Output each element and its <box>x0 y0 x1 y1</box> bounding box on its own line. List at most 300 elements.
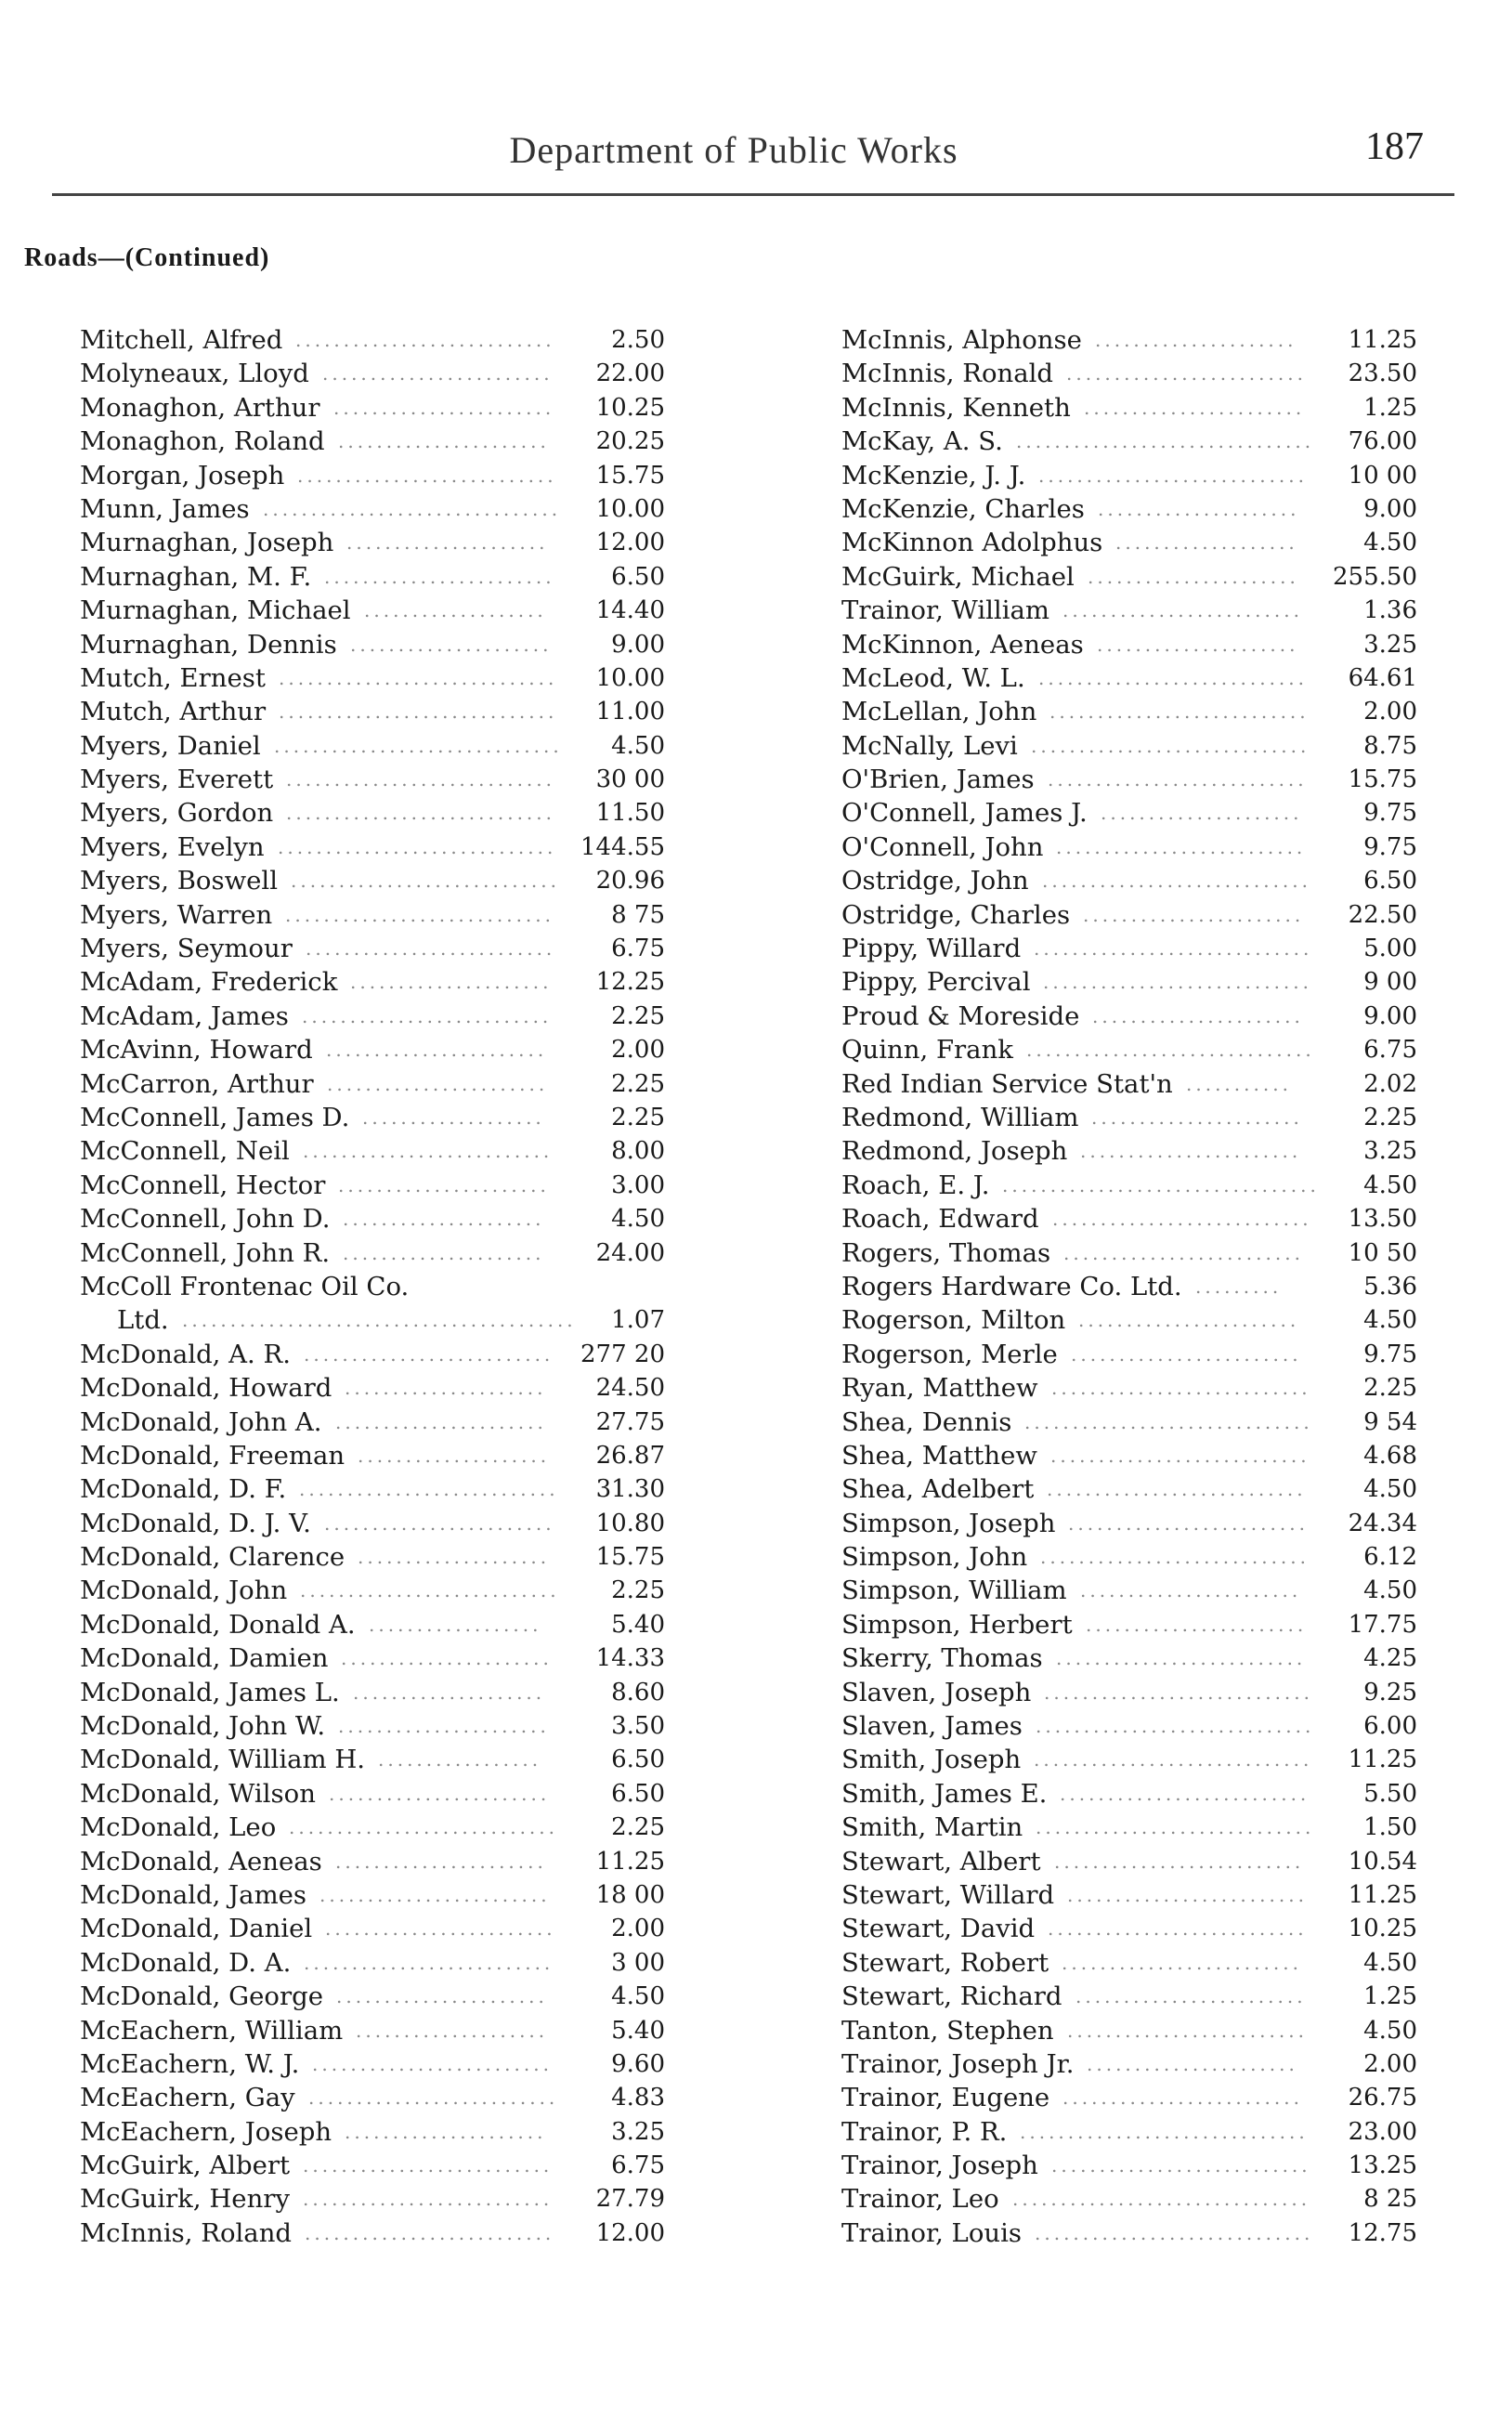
list-item <box>80 1236 665 1270</box>
entry-amount: 2.25 <box>611 1103 665 1131</box>
entry-name: Slaven, Joseph <box>841 1677 1032 1707</box>
list-item <box>841 1743 1417 1776</box>
entry-name: McDonald, Leo <box>80 1812 277 1843</box>
list-item <box>841 1472 1417 1506</box>
entry-name: McLeod, W. L. <box>841 662 1025 693</box>
entry-amount: 9.75 <box>1363 799 1417 828</box>
entry-amount: 64.61 <box>1348 663 1417 692</box>
entry-amount: 23.00 <box>1348 2117 1417 2146</box>
entry-amount: 14.40 <box>595 596 665 625</box>
entry-amount: 5.40 <box>611 2016 665 2045</box>
entry-name: Skerry, Thomas <box>841 1643 1043 1674</box>
leader-dots: ........... <box>1186 1072 1292 1095</box>
leader-dots: ............................ <box>289 1816 559 1839</box>
entry-name: Molyneaux, Lloyd <box>80 359 309 389</box>
entry-name: McDonald, George <box>80 1981 323 2012</box>
leader-dots: ..................... <box>345 1377 547 1400</box>
list-item <box>80 1439 665 1472</box>
list-item <box>841 323 1417 357</box>
entry-amount: 6.50 <box>611 1779 665 1808</box>
leader-dots: ............................ <box>1040 1546 1310 1569</box>
leader-dots: ....................... <box>1083 903 1305 926</box>
entry-amount: 4.50 <box>1363 1576 1417 1605</box>
entry-name: Simpson, Joseph <box>841 1508 1056 1538</box>
leader-dots: ......................... <box>1066 362 1307 386</box>
list-item <box>841 1540 1417 1574</box>
entry-name: Ostridge, Charles <box>841 899 1071 930</box>
entry-name: McCarron, Arthur <box>80 1068 314 1099</box>
entry-name: McDonald, Aeneas <box>80 1846 322 1876</box>
entry-name: Stewart, Richard <box>841 1981 1062 2012</box>
leader-dots: ...................... <box>335 1410 547 1433</box>
entry-amount: 3.00 <box>611 1170 665 1199</box>
entry-name: McDonald, A. R. <box>80 1339 291 1369</box>
entry-amount: 11.00 <box>595 698 665 726</box>
list-item <box>841 763 1417 796</box>
entry-amount: 4.83 <box>611 2084 665 2112</box>
leader-dots: ..................... <box>1095 329 1297 351</box>
entry-name: McDonald, Freeman <box>80 1440 345 1471</box>
entry-amount: 11.25 <box>1348 1880 1417 1909</box>
leader-dots: ....................... <box>333 396 555 419</box>
entry-name: O'Connell, James J. <box>841 798 1088 829</box>
list-item <box>841 1371 1417 1405</box>
list-item <box>80 2047 665 2081</box>
leader-dots: ......................... <box>1067 2019 1308 2042</box>
list-item <box>841 1811 1417 1844</box>
leader-dots: ....................... <box>1084 396 1306 419</box>
leader-dots: ................... <box>364 599 547 622</box>
list-item <box>841 898 1417 932</box>
entry-amount: 8 25 <box>1363 2185 1417 2214</box>
list-item <box>80 1811 665 1844</box>
entry-name: McInnis, Kenneth <box>841 392 1071 423</box>
leader-dots: ................... <box>362 1105 545 1129</box>
entry-name: Ltd. <box>117 1305 169 1336</box>
entry-name: Pippy, Willard <box>841 934 1022 964</box>
leader-dots: ........................ <box>1075 1985 1307 2008</box>
entry-amount: 18 00 <box>595 1880 665 1909</box>
list-item <box>80 391 665 425</box>
list-item <box>80 628 665 661</box>
entry-name: Slaven, James <box>841 1711 1023 1742</box>
entry-name: Stewart, Willard <box>841 1879 1055 1910</box>
entry-name: McDonald, D. J. V. <box>80 1508 311 1538</box>
entry-name: McLellan, John <box>841 697 1037 727</box>
entry-name: Simpson, Herbert <box>841 1609 1073 1640</box>
list-item <box>841 661 1417 695</box>
entry-amount: 9.60 <box>611 2049 665 2078</box>
entry-amount: 13.25 <box>1348 2151 1417 2180</box>
list-item <box>80 2014 665 2047</box>
leader-dots: .......................... <box>1054 1850 1305 1873</box>
list-item <box>841 864 1417 897</box>
list-item <box>841 492 1417 526</box>
leader-dots: ......... <box>1195 1275 1283 1298</box>
entry-name: Stewart, David <box>841 1914 1036 1944</box>
entry-name: O'Connell, John <box>841 831 1044 862</box>
leader-dots: ............................. <box>1036 1715 1315 1738</box>
entry-amount: 277 20 <box>580 1340 665 1368</box>
entry-name: Monaghon, Roland <box>80 426 325 457</box>
leader-dots: ......................... <box>1062 599 1303 622</box>
list-item <box>80 1406 665 1439</box>
entry-amount: 255.50 <box>1333 562 1417 591</box>
entry-name: McNally, Levi <box>841 730 1018 761</box>
leader-dots: ........................ <box>324 565 555 588</box>
entry-amount: 15.75 <box>1348 765 1417 794</box>
entry-name: Trainor, Joseph <box>841 2151 1038 2181</box>
list-item <box>841 1169 1417 1202</box>
leader-dots: ........................... <box>1049 700 1310 724</box>
entry-amount: 10.25 <box>1348 1915 1417 1943</box>
entry-amount: 2.00 <box>611 1915 665 1943</box>
list-item <box>80 1845 665 1878</box>
left-column <box>80 323 665 2250</box>
list-item <box>80 1641 665 1675</box>
list-item <box>80 1676 665 1709</box>
entry-amount: 4.68 <box>1363 1441 1417 1470</box>
entry-amount: 2.00 <box>1363 2049 1417 2078</box>
leader-dots: ...................... <box>336 1985 548 2008</box>
entry-amount: 6.50 <box>611 562 665 591</box>
list-item <box>841 1507 1417 1540</box>
leader-dots: ........................ <box>325 1917 556 1941</box>
list-item <box>841 2115 1417 2149</box>
entry-amount: 27.75 <box>595 1407 665 1436</box>
leader-dots: ........................... <box>295 329 555 351</box>
entry-amount: 9.00 <box>611 630 665 659</box>
leader-dots: ........................... <box>1048 1917 1308 1941</box>
list-item <box>841 628 1417 661</box>
list-item <box>841 2182 1417 2216</box>
entry-amount: 6.75 <box>611 935 665 963</box>
entry-name: Stewart, Albert <box>841 1846 1041 1876</box>
entry-amount: 144.55 <box>580 832 665 861</box>
entry-amount: 31.30 <box>595 1475 665 1504</box>
entry-name: Murnaghan, Michael <box>80 595 351 626</box>
entry-name: Trainor, Eugene <box>841 2083 1050 2113</box>
leader-dots: .................... <box>358 1546 551 1569</box>
list-item <box>80 1608 665 1641</box>
list-item <box>841 1338 1417 1371</box>
list-item <box>841 729 1417 763</box>
entry-name: Shea, Dennis <box>841 1406 1012 1437</box>
entry-name: Proud & Moreside <box>841 1000 1080 1031</box>
leader-dots: ...................... <box>1088 565 1299 588</box>
entry-name: Murnaghan, Dennis <box>80 629 337 660</box>
entry-name: McAdam, James <box>80 1000 289 1031</box>
entry-name: McKenzie, J. J. <box>841 460 1026 490</box>
entry-amount: 2.00 <box>1363 698 1417 726</box>
leader-dots: ........................ <box>322 362 554 386</box>
leader-dots: ........................... <box>1050 1444 1310 1467</box>
leader-dots: ......................................... <box>182 1309 577 1332</box>
leader-dots: ............................. <box>279 700 558 724</box>
leader-dots: ...................... <box>1087 2052 1298 2075</box>
entry-amount: 5.36 <box>1363 1272 1417 1301</box>
list-item <box>841 1878 1417 1912</box>
leader-dots: .......................... <box>303 1140 554 1163</box>
leader-dots: ......................... <box>1067 1883 1308 1906</box>
entry-name: Trainor, Leo <box>841 2184 999 2215</box>
entry-name: McDonald, Daniel <box>80 1914 313 1944</box>
entry-name: Myers, Boswell <box>80 866 278 896</box>
list-item <box>80 1912 665 1945</box>
entry-name: Trainor, P. R. <box>841 2116 1008 2147</box>
entry-name: Myers, Daniel <box>80 730 261 761</box>
list-item <box>80 1878 665 1912</box>
entry-amount: 2.25 <box>611 1001 665 1030</box>
leader-dots: ...................... <box>338 1715 550 1738</box>
entry-name: Morgan, Joseph <box>80 460 285 490</box>
leader-dots: ......................... <box>1062 1951 1302 1974</box>
leader-dots: ....................... <box>1078 1309 1300 1332</box>
entry-amount: 76.00 <box>1348 427 1417 456</box>
list-item <box>80 1709 665 1743</box>
entry-amount: 6.00 <box>1363 1712 1417 1741</box>
right-column <box>841 323 1417 2250</box>
entry-name: Mutch, Ernest <box>80 662 266 693</box>
leader-dots: ............................. <box>1036 1816 1315 1839</box>
entry-name: McDonald, Howard <box>80 1373 332 1404</box>
list-item <box>841 1101 1417 1134</box>
leader-dots: ............................. <box>1031 734 1310 757</box>
entry-amount: 4.50 <box>1363 2016 1417 2045</box>
entry-name: Rogerson, Merle <box>841 1339 1058 1369</box>
leader-dots: .............................. <box>274 734 563 757</box>
entry-amount: 9.75 <box>1363 1340 1417 1368</box>
list-item <box>841 1946 1417 1980</box>
list-item <box>80 898 665 932</box>
leader-dots: ........................... <box>297 464 557 487</box>
entry-amount: 1.07 <box>611 1306 665 1335</box>
entry-amount: 24.34 <box>1348 1509 1417 1537</box>
leader-dots: ............................. <box>1035 2221 1314 2244</box>
leader-dots: ....................... <box>1086 1613 1308 1636</box>
leader-dots: .................... <box>356 2019 549 2042</box>
entry-amount: 27.79 <box>595 2185 665 2214</box>
leader-dots: ............................... <box>263 497 562 520</box>
entry-amount: 9.00 <box>1363 494 1417 523</box>
list-item <box>841 1439 1417 1472</box>
entry-amount: 4.50 <box>611 731 665 760</box>
leader-dots: .................... <box>353 1680 546 1704</box>
list-item <box>80 661 665 695</box>
leader-dots: ............................ <box>1038 464 1309 487</box>
entry-amount: 2.50 <box>611 326 665 354</box>
list-item <box>841 1574 1417 1607</box>
entry-amount: 1.25 <box>1363 393 1417 422</box>
entry-amount: 26.75 <box>1348 2084 1417 2112</box>
entry-amount: 10.25 <box>595 393 665 422</box>
list-item <box>841 1134 1417 1168</box>
list-item <box>80 323 665 357</box>
entry-name: McConnell, John R. <box>80 1237 331 1268</box>
list-item <box>80 1033 665 1066</box>
list-item <box>841 1067 1417 1101</box>
entry-amount: 12.25 <box>595 968 665 997</box>
entry-name: McKenzie, Charles <box>841 493 1085 524</box>
leader-dots: ............................... <box>1016 430 1315 453</box>
entry-name: McDonald, Donald A. <box>80 1609 356 1640</box>
leader-dots: ................. <box>378 1748 542 1772</box>
entry-amount: 10 50 <box>1348 1238 1417 1267</box>
entry-amount: 10.54 <box>1348 1847 1417 1876</box>
header-rule <box>52 193 1454 196</box>
list-item <box>841 965 1417 999</box>
entry-name: Tanton, Stephen <box>841 2015 1054 2046</box>
list-item <box>841 425 1417 458</box>
entry-name: Rogers, Thomas <box>841 1237 1051 1268</box>
entry-name: McAvinn, Howard <box>80 1035 313 1066</box>
entry-amount: 3.50 <box>611 1712 665 1741</box>
entry-amount: 10.00 <box>595 663 665 692</box>
list-item <box>841 1912 1417 1945</box>
entry-amount: 24.00 <box>595 1238 665 1267</box>
list-item <box>80 796 665 830</box>
entry-amount: 11.25 <box>1348 326 1417 354</box>
list-item <box>841 1303 1417 1337</box>
entry-name: McAdam, Frederick <box>80 967 338 998</box>
list-item <box>80 2216 665 2250</box>
entry-amount: 2.25 <box>611 1813 665 1842</box>
entry-name: Murnaghan, Joseph <box>80 528 334 558</box>
entry-name: McDonald, D. F. <box>80 1474 287 1505</box>
leader-dots: .......................... <box>304 1951 554 1974</box>
list-item <box>841 1709 1417 1743</box>
entry-amount: 4.50 <box>611 1205 665 1234</box>
section-heading: Roads—(Continued) <box>24 243 270 272</box>
list-item <box>80 560 665 594</box>
list-item <box>80 1067 665 1101</box>
list-item <box>841 1608 1417 1641</box>
entry-name: McConnell, Hector <box>80 1170 326 1200</box>
entry-amount: 1.25 <box>1363 1982 1417 2011</box>
entry-name: Myers, Warren <box>80 899 273 930</box>
list-item <box>80 2081 665 2114</box>
leader-dots: ........................... <box>1051 1377 1311 1400</box>
entry-name: Shea, Matthew <box>841 1440 1037 1471</box>
entry-name: McDonald, John W. <box>80 1711 326 1742</box>
leader-dots: .................... <box>358 1444 551 1467</box>
leader-dots: ......................... <box>312 2052 553 2075</box>
list-item <box>841 594 1417 627</box>
list-item <box>80 1507 665 1540</box>
entry-name: Rogers Hardware Co. Ltd. <box>841 1271 1182 1301</box>
list-item <box>841 1845 1417 1878</box>
leader-dots: ..................... <box>343 1208 545 1231</box>
entry-amount: 10.80 <box>595 1509 665 1537</box>
leader-dots: ..................... <box>346 531 549 555</box>
list-item <box>80 763 665 796</box>
entry-name: Quinn, Frank <box>841 1035 1013 1066</box>
entry-amount: 3.25 <box>611 2117 665 2146</box>
entry-name: Trainor, William <box>841 595 1049 626</box>
leader-dots: ..................... <box>1101 802 1303 825</box>
entry-name: Smith, Martin <box>841 1812 1023 1843</box>
entry-amount: 1.36 <box>1363 596 1417 625</box>
leader-dots: ............................ <box>1038 666 1309 689</box>
list-item <box>841 1777 1417 1811</box>
list-item <box>841 1236 1417 1270</box>
page-header <box>0 125 1512 193</box>
entry-name: Smith, James E. <box>841 1778 1048 1809</box>
leader-dots: ................... <box>1115 531 1298 555</box>
list-item <box>841 2047 1417 2081</box>
entry-name: McInnis, Alphonse <box>841 325 1082 355</box>
leader-dots: ............................... <box>1012 2188 1311 2211</box>
list-item <box>841 2014 1417 2047</box>
list-item <box>80 2182 665 2216</box>
list-item <box>841 695 1417 728</box>
leader-dots: ............................ <box>286 768 556 791</box>
entry-name: Trainor, Louis <box>841 2217 1022 2248</box>
leader-dots: ............................. <box>1034 937 1313 961</box>
entry-name: Monaghon, Arthur <box>80 392 320 423</box>
entry-amount: 9.25 <box>1363 1678 1417 1706</box>
leader-dots: .............................. <box>1020 2120 1309 2143</box>
entry-amount: 5.00 <box>1363 935 1417 963</box>
entry-amount: 9 00 <box>1363 968 1417 997</box>
list-item <box>841 1202 1417 1236</box>
leader-dots: ...................... <box>341 1647 553 1670</box>
entry-amount: 5.40 <box>611 1610 665 1639</box>
entry-name: Mitchell, Alfred <box>80 325 283 355</box>
list-item <box>80 729 665 763</box>
entry-name: Murnaghan, M. F. <box>80 561 312 592</box>
leader-dots: ........................ <box>1071 1342 1302 1366</box>
list-item <box>80 357 665 390</box>
entry-amount: 11.50 <box>595 799 665 828</box>
list-item <box>841 2149 1417 2182</box>
entry-amount: 6.50 <box>611 1746 665 1774</box>
leader-dots: .......................... <box>303 2188 554 2211</box>
list-item <box>80 965 665 999</box>
list-item <box>80 1980 665 2013</box>
entry-name: McDonald, Damien <box>80 1643 329 1674</box>
leader-dots: ...................... <box>335 1850 547 1873</box>
list-item <box>80 1000 665 1033</box>
entry-name: Ostridge, John <box>841 866 1029 896</box>
entry-name: McConnell, Neil <box>80 1136 290 1167</box>
list-item <box>841 526 1417 559</box>
entry-name: Red Indian Service Stat'n <box>841 1068 1173 1099</box>
entry-name: McConnell, John D. <box>80 1204 331 1235</box>
leader-dots: ...................... <box>1092 1004 1304 1027</box>
entry-amount: 9.00 <box>1363 1001 1417 1030</box>
entry-amount: 8.60 <box>611 1678 665 1706</box>
entry-name: McDonald, Wilson <box>80 1778 316 1809</box>
entry-name: McEachern, Gay <box>80 2083 295 2113</box>
entry-amount: 20.96 <box>595 867 665 896</box>
entry-name: McInnis, Roland <box>80 2217 293 2248</box>
entry-amount: 22.50 <box>1348 900 1417 929</box>
entry-name: Roach, Edward <box>841 1204 1039 1235</box>
entry-name: Ryan, Matthew <box>841 1373 1038 1404</box>
entry-amount: 17.75 <box>1348 1610 1417 1639</box>
entry-name: McGuirk, Albert <box>80 2151 291 2181</box>
entry-amount: 9.75 <box>1363 832 1417 861</box>
list-item <box>80 526 665 559</box>
list-item <box>841 2216 1417 2250</box>
leader-dots: ..................... <box>350 971 553 994</box>
entry-name: McEachern, William <box>80 2015 344 2046</box>
list-item <box>80 1472 665 1506</box>
entry-name: Trainor, Joseph Jr. <box>841 2048 1075 2079</box>
list-item <box>80 1371 665 1405</box>
entry-amount: 6.75 <box>611 2151 665 2180</box>
